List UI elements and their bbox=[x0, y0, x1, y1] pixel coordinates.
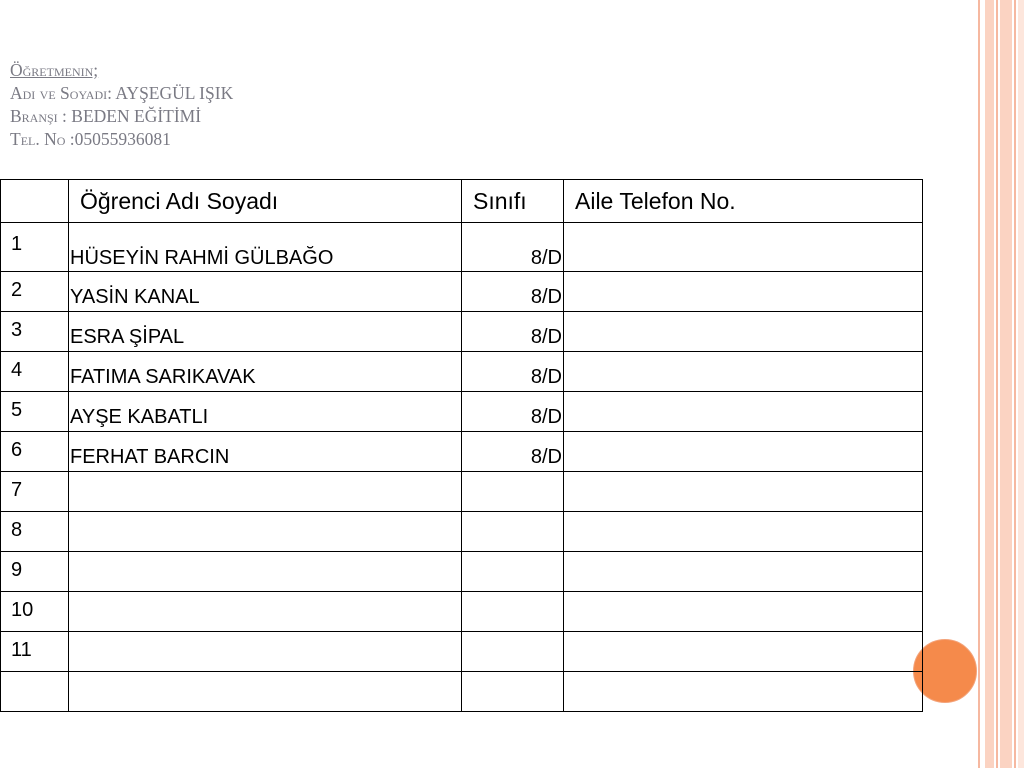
cell-phone bbox=[564, 432, 923, 472]
student-table bbox=[0, 179, 923, 712]
cell-class bbox=[462, 672, 564, 712]
cell-no: 4 bbox=[1, 352, 69, 392]
teacher-phone-label: Tel. No : bbox=[10, 129, 75, 149]
cell-no: 3 bbox=[1, 312, 69, 352]
table-row bbox=[1, 472, 923, 512]
cell-phone bbox=[564, 272, 923, 312]
cell-no: 5 bbox=[1, 392, 69, 432]
cell-name bbox=[69, 512, 462, 552]
teacher-info bbox=[10, 59, 233, 151]
cell-no: 6 bbox=[1, 432, 69, 472]
table-row bbox=[1, 552, 923, 592]
cell-class bbox=[462, 592, 564, 632]
cell-class bbox=[462, 512, 564, 552]
cell-name: HÜSEYİN RAHMİ GÜLBAĞO bbox=[69, 223, 462, 272]
cell-phone bbox=[564, 352, 923, 392]
cell-phone bbox=[564, 223, 923, 272]
cell-phone bbox=[564, 632, 923, 672]
cell-class bbox=[462, 552, 564, 592]
cell-no: 2 bbox=[1, 272, 69, 312]
table-row bbox=[1, 512, 923, 552]
cell-no bbox=[1, 672, 69, 712]
table-row bbox=[1, 223, 923, 272]
cell-phone bbox=[564, 512, 923, 552]
table-row bbox=[1, 272, 923, 312]
cell-class: 8/D bbox=[462, 432, 564, 472]
cell-name: AYŞE KABATLI bbox=[69, 392, 462, 432]
table-row bbox=[1, 312, 923, 352]
cell-phone bbox=[564, 552, 923, 592]
teacher-phone-value: 05055936081 bbox=[74, 129, 171, 149]
cell-no: 11 bbox=[1, 632, 69, 672]
header-cell-phone: Aile Telefon No. bbox=[564, 180, 923, 223]
cell-no: 1 bbox=[1, 223, 69, 272]
cell-name bbox=[69, 632, 462, 672]
cell-name bbox=[69, 472, 462, 512]
cell-no: 7 bbox=[1, 472, 69, 512]
teacher-phone-line bbox=[10, 128, 233, 151]
teacher-branch-label: Branşı : bbox=[10, 106, 67, 126]
teacher-title: Öğretmenin; bbox=[10, 60, 99, 80]
teacher-name-line bbox=[10, 82, 233, 105]
cell-no: 8 bbox=[1, 512, 69, 552]
cell-name bbox=[69, 592, 462, 632]
cell-class: 8/D bbox=[462, 352, 564, 392]
cell-class: 8/D bbox=[462, 392, 564, 432]
cell-name: YASİN KANAL bbox=[69, 272, 462, 312]
cell-no: 10 bbox=[1, 592, 69, 632]
cell-phone bbox=[564, 312, 923, 352]
cell-class bbox=[462, 472, 564, 512]
table-row bbox=[1, 632, 923, 672]
cell-class: 8/D bbox=[462, 272, 564, 312]
header-cell-class: Sınıfı bbox=[462, 180, 564, 223]
cell-class: 8/D bbox=[462, 223, 564, 272]
cell-name: ESRA ŞİPAL bbox=[69, 312, 462, 352]
cell-phone bbox=[564, 672, 923, 712]
cell-name: FERHAT BARCIN bbox=[69, 432, 462, 472]
teacher-branch-line bbox=[10, 105, 233, 128]
table-row bbox=[1, 392, 923, 432]
table-header-row bbox=[1, 180, 923, 223]
cell-name bbox=[69, 552, 462, 592]
cell-class bbox=[462, 632, 564, 672]
teacher-branch-value: BEDEN EĞİTİMİ bbox=[66, 106, 202, 126]
table-row bbox=[1, 432, 923, 472]
cell-no: 9 bbox=[1, 552, 69, 592]
table-row bbox=[1, 672, 923, 712]
header-cell-no bbox=[1, 180, 69, 223]
cell-phone bbox=[564, 592, 923, 632]
cell-name bbox=[69, 672, 462, 712]
cell-class: 8/D bbox=[462, 312, 564, 352]
cell-phone bbox=[564, 392, 923, 432]
cell-phone bbox=[564, 472, 923, 512]
teacher-name-value: AYŞEGÜL IŞIK bbox=[111, 83, 234, 103]
header-cell-name: Öğrenci Adı Soyadı bbox=[69, 180, 462, 223]
cell-name: FATIMA SARIKAVAK bbox=[69, 352, 462, 392]
teacher-name-label: Adı ve Soyadı: bbox=[10, 83, 112, 103]
table-row bbox=[1, 352, 923, 392]
decorative-stripes bbox=[978, 0, 1024, 768]
table-row bbox=[1, 592, 923, 632]
